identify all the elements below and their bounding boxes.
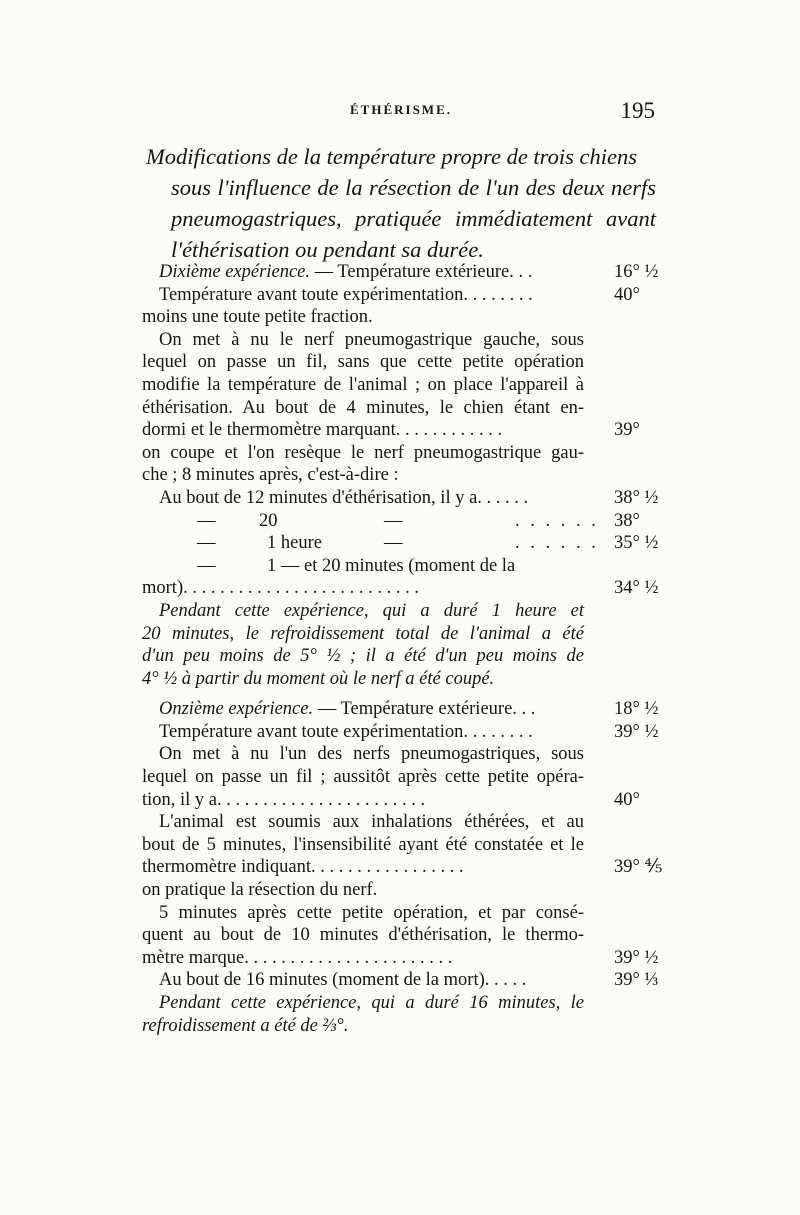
reading-line [159, 969, 659, 992]
reading-value: 39° ½ [614, 721, 659, 742]
experiment-title: Onzième expérience. [159, 699, 314, 720]
reading-value: 39° ½ [614, 947, 659, 968]
reading-value: 34° ½ [614, 578, 659, 599]
summary-line: d'un peu moins de 5° ½ ; il a été d'un peu moins de [142, 646, 584, 667]
exterior-temp-value: 18° ½ [614, 699, 659, 720]
experiment-title: Dixième expérience. [159, 262, 310, 282]
reading-label: dormi et le thermomètre marquant. . . . . . . . . . . . [142, 420, 503, 441]
summary-line: 20 minutes, le refroidissement total de l'animal a été [142, 623, 584, 644]
reading-value: 38° [614, 510, 640, 531]
summary-line: Pendant cette expérience, qui a duré 16 minutes, le [159, 993, 584, 1013]
reading-label: Au bout de 16 minutes (moment de la mort). . . . . [159, 970, 527, 991]
reading-label: mort). . . . . . . . . . . . . . . . . . . . . . . . . . [142, 578, 419, 599]
experiment-11-header [159, 698, 659, 721]
reading-line [142, 789, 640, 812]
text-line: lequel on passe un fil ; aussitôt après cette petite opéra- [142, 767, 584, 788]
text-line: quent au bout de 10 minutes d'éthérisation, le thermo- [142, 925, 584, 946]
reading-line [159, 284, 640, 307]
reading-value: 39° ⅘ [614, 857, 663, 878]
page-header [145, 98, 655, 128]
reading-line [159, 510, 640, 533]
reading-label: 20 [259, 510, 278, 531]
text-line: On met à nu l'un des nerfs pneumogastriques, sous [159, 744, 584, 765]
section-caption [146, 141, 656, 265]
reading-value: 38° ½ [614, 487, 659, 508]
reading-line [159, 487, 659, 510]
exterior-temp-label: — Température extérieure. . . [310, 262, 533, 282]
summary-line: Pendant cette expérience, qui a duré 1 heure et [159, 600, 584, 621]
reading-label: 1 — et 20 minutes (moment de la [267, 555, 516, 576]
reading-value: 39° ⅓ [614, 970, 659, 991]
text-line: modifie la température de l'animal ; on place l'appareil à [142, 374, 584, 395]
caption-line: Modifications de la température propre de trois chiens [146, 144, 637, 169]
caption-line: pneumogastriques, pratiquée immédiatement avant [171, 206, 656, 231]
reading-value: 35° ½ [614, 533, 659, 554]
reading-line [142, 577, 659, 600]
reading-line [159, 721, 659, 744]
text-line: bout de 5 minutes, l'insensibilité ayant été constatée et le [142, 834, 584, 855]
leader-dots: . . . . . . [515, 533, 599, 554]
summary-line: 4° ½ à partir du moment où le nerf a été coupé. [142, 668, 495, 689]
ditto-dash: — [197, 510, 216, 531]
text-line: éthérisation. Au bout de 4 minutes, le chien étant en- [142, 397, 584, 418]
main-text [142, 261, 663, 1037]
text-line: moins une toute petite fraction. [142, 307, 373, 328]
caption-line: l'éthérisation ou pendant sa durée. [171, 237, 484, 262]
page-number: 195 [620, 98, 655, 123]
text-line: lequel on passe un fil, sans que cette petite opération [142, 352, 584, 373]
text-line: 5 minutes après cette petite opération, et par consé- [159, 902, 584, 923]
reading-line [159, 555, 584, 578]
reading-line [142, 947, 659, 970]
reading-label: tion, il y a. . . . . . . . . . . . . . . . . . . . . . . [142, 789, 426, 810]
leader-dots: . . . . . . [515, 510, 599, 531]
ditto-dash: — [197, 555, 216, 576]
ditto-dash: — [384, 510, 403, 531]
exterior-temp-value: 16° ½ [614, 262, 659, 282]
exterior-temp-label: — Température extérieure. . . [313, 699, 536, 720]
reading-line [159, 532, 659, 555]
running-title: ÉTHÉRISME. [350, 102, 452, 117]
text-line: che ; 8 minutes après, c'est-à-dire : [142, 465, 399, 486]
reading-value: 40° [614, 789, 640, 810]
reading-value: 39° [614, 420, 640, 441]
reading-label: Température avant toute expérimentation. . . . . . . . [159, 284, 533, 305]
experiment-10-header [159, 261, 659, 284]
text-line: on coupe et l'on resèque le nerf pneumogastrique gau- [142, 442, 584, 463]
reading-value: 40° [614, 284, 640, 305]
text-line: On met à nu le nerf pneumogastrique gauche, sous [159, 329, 584, 350]
reading-label: mètre marque. . . . . . . . . . . . . . . . . . . . . . . [142, 947, 453, 968]
text-line: L'animal est soumis aux inhalations éthérées, et au [159, 812, 584, 833]
reading-line [142, 856, 663, 879]
reading-label: 1 heure [267, 533, 322, 554]
reading-line [142, 419, 640, 442]
ditto-dash: — [197, 533, 216, 554]
ditto-dash: — [384, 533, 403, 554]
caption-line: sous l'influence de la résection de l'un des deux nerfs [171, 175, 656, 200]
reading-label: Température avant toute expérimentation. . . . . . . . [159, 721, 533, 742]
text-line: on pratique la résection du nerf. [142, 880, 378, 901]
reading-label: Au bout de 12 minutes d'éthérisation, il y a. . . . . . [159, 487, 529, 508]
reading-label: thermomètre indiquant. . . . . . . . . . . . . . . . . [142, 857, 464, 878]
summary-line: refroidissement a été de ⅔°. [142, 1015, 349, 1036]
